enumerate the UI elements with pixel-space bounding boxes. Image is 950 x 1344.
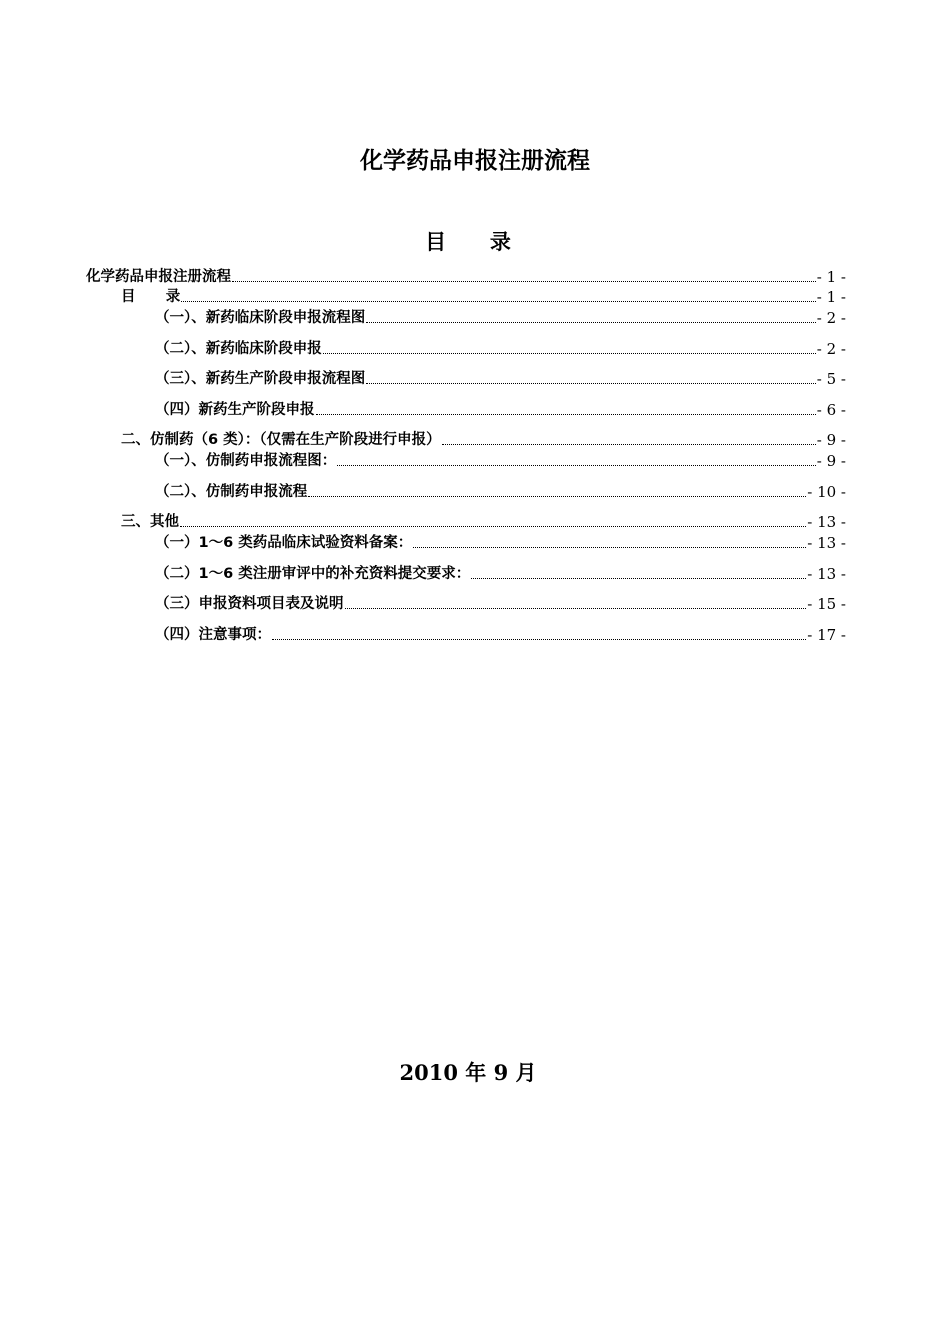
toc-page-number: - 9 - [816,452,846,470]
toc-page-number: - 13 - [807,513,846,531]
document-date: 2010 年 9 月 [399,1060,537,1085]
toc-page-number: - 1 - [816,268,846,286]
toc-page-number: - 13 - [807,534,846,552]
toc-entry[interactable] [155,482,846,502]
toc-entry[interactable] [155,594,846,614]
toc-entry-label: （四）注意事项： [155,627,271,643]
toc-entry[interactable] [155,339,846,359]
toc-page-number: - 17 - [807,626,846,644]
toc-entry-label: （三）、新药生产阶段申报流程图 [155,371,366,387]
toc-entry[interactable] [121,430,846,450]
toc-entry-label: （一）、仿制药申报流程图： [155,453,337,469]
toc-page-number: - 1 - [816,288,846,306]
toc-page-number: - 10 - [807,483,846,501]
toc-leader-dots [413,547,806,548]
toc-leader-dots [366,322,816,323]
toc-heading: 目 录 [425,230,511,254]
toc-leader-dots [471,578,806,579]
toc-page-number: - 15 - [807,595,846,613]
toc-entry-label: 三、其他 [121,514,179,530]
toc-entry[interactable] [155,625,846,645]
toc-leader-dots [345,608,807,609]
toc-entry-label: （三）申报资料项目表及说明 [155,596,344,612]
toc-entry-label: 化学药品申报注册流程 [86,269,231,285]
toc-page-number: - 6 - [816,401,846,419]
document-title: 化学药品申报注册流程 [360,148,590,174]
toc-leader-dots [181,301,815,302]
toc-page-number: - 5 - [816,370,846,388]
toc-entry[interactable] [86,267,846,287]
toc-entry-label: （一）、新药临床阶段申报流程图 [155,310,366,326]
toc-entry-label: （二）1～6 类注册审评中的补充资料提交要求： [155,566,471,582]
toc-leader-dots [337,465,816,466]
toc-entry[interactable] [155,451,846,471]
toc-entry[interactable] [155,369,846,389]
toc-leader-dots [232,281,816,282]
toc-entry-label: 二、仿制药（6 类）：（仅需在生产阶段进行申报） [121,432,441,448]
toc-entry-label: 目 录 [121,289,181,305]
toc-entry[interactable] [121,287,846,307]
toc-page-number: - 2 - [816,340,846,358]
toc-leader-dots [442,444,816,445]
toc-leader-dots [316,414,816,415]
toc-entry[interactable] [121,512,846,532]
toc-leader-dots [323,353,816,354]
toc-entry-label: （二）、新药临床阶段申报 [155,341,322,357]
toc-entry[interactable] [155,533,846,553]
toc-entry[interactable] [155,400,846,420]
toc-entry[interactable] [155,564,846,584]
toc-leader-dots [180,526,806,527]
toc-entry-label: （二）、仿制药申报流程 [155,484,308,500]
toc-page-number: - 2 - [816,309,846,327]
toc-page-number: - 9 - [816,431,846,449]
toc-leader-dots [272,639,806,640]
toc-leader-dots [308,496,806,497]
toc-page-number: - 13 - [807,565,846,583]
toc-leader-dots [366,383,816,384]
toc-entry-label: （四）新药生产阶段申报 [155,402,315,418]
toc-entry-label: （一）1～6 类药品临床试验资料备案： [155,535,413,551]
toc-entry[interactable] [155,308,846,328]
